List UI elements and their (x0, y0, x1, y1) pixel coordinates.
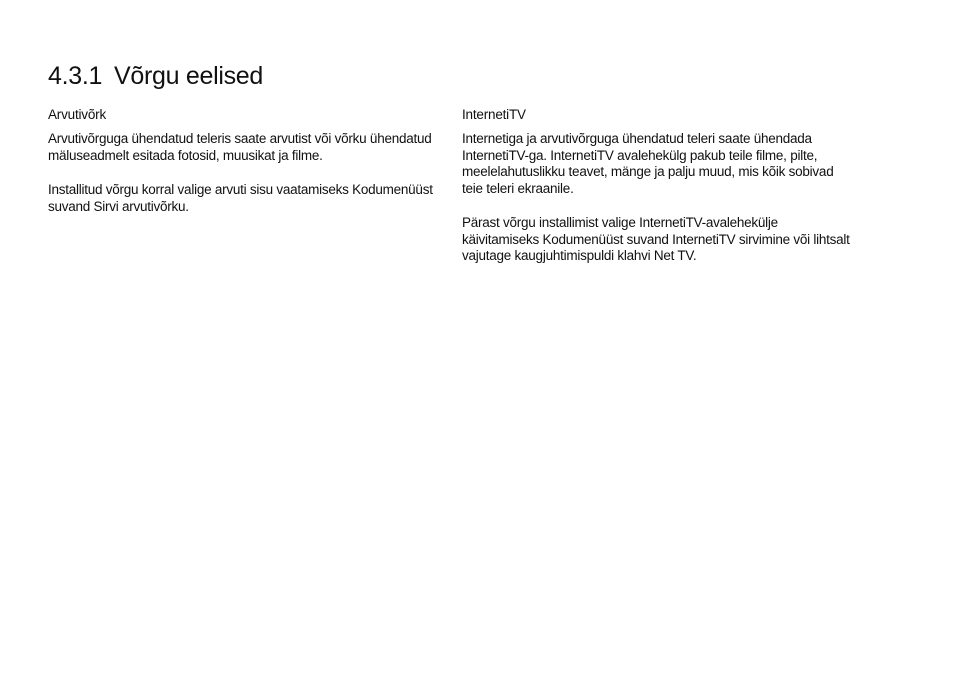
section-title: Võrgu eelised (114, 62, 263, 90)
subheading-internetitv: InternetiTV (462, 107, 526, 122)
subheading-arvutivork: Arvutivõrk (48, 107, 107, 122)
section-heading (48, 60, 263, 92)
column-internettv (462, 106, 852, 283)
paragraph: Installitud võrgu korral valige arvuti sisu vaatamiseks Kodumenüüst suvand Sirvi arvutivõrku. (48, 182, 433, 214)
paragraph: Pärast võrgu installimist valige InternetiTV-avalehekülje käivitamiseks Kodumenüüst suvand InternetiTV sirvimine või lihtsalt vajutage kaugjuhtimispuldi klahvi Net TV. (462, 215, 850, 263)
paragraph: Internetiga ja arvutivõrguga ühendatud teleri saate ühendada InternetiTV-ga. InternetiTV avalehekülg pakub teile filme, pilte, meelelahutuslikku teavet, mänge ja palju muud, mis kõik sobivad teie teleri ekraanile. (462, 131, 834, 196)
column-network (48, 106, 438, 233)
section-number: 4.3.1 (48, 62, 103, 90)
paragraph: Arvutivõrguga ühendatud teleris saate arvutist või võrku ühendatud mäluseadmelt esitada fotosid, muusikat ja filme. (48, 131, 432, 163)
